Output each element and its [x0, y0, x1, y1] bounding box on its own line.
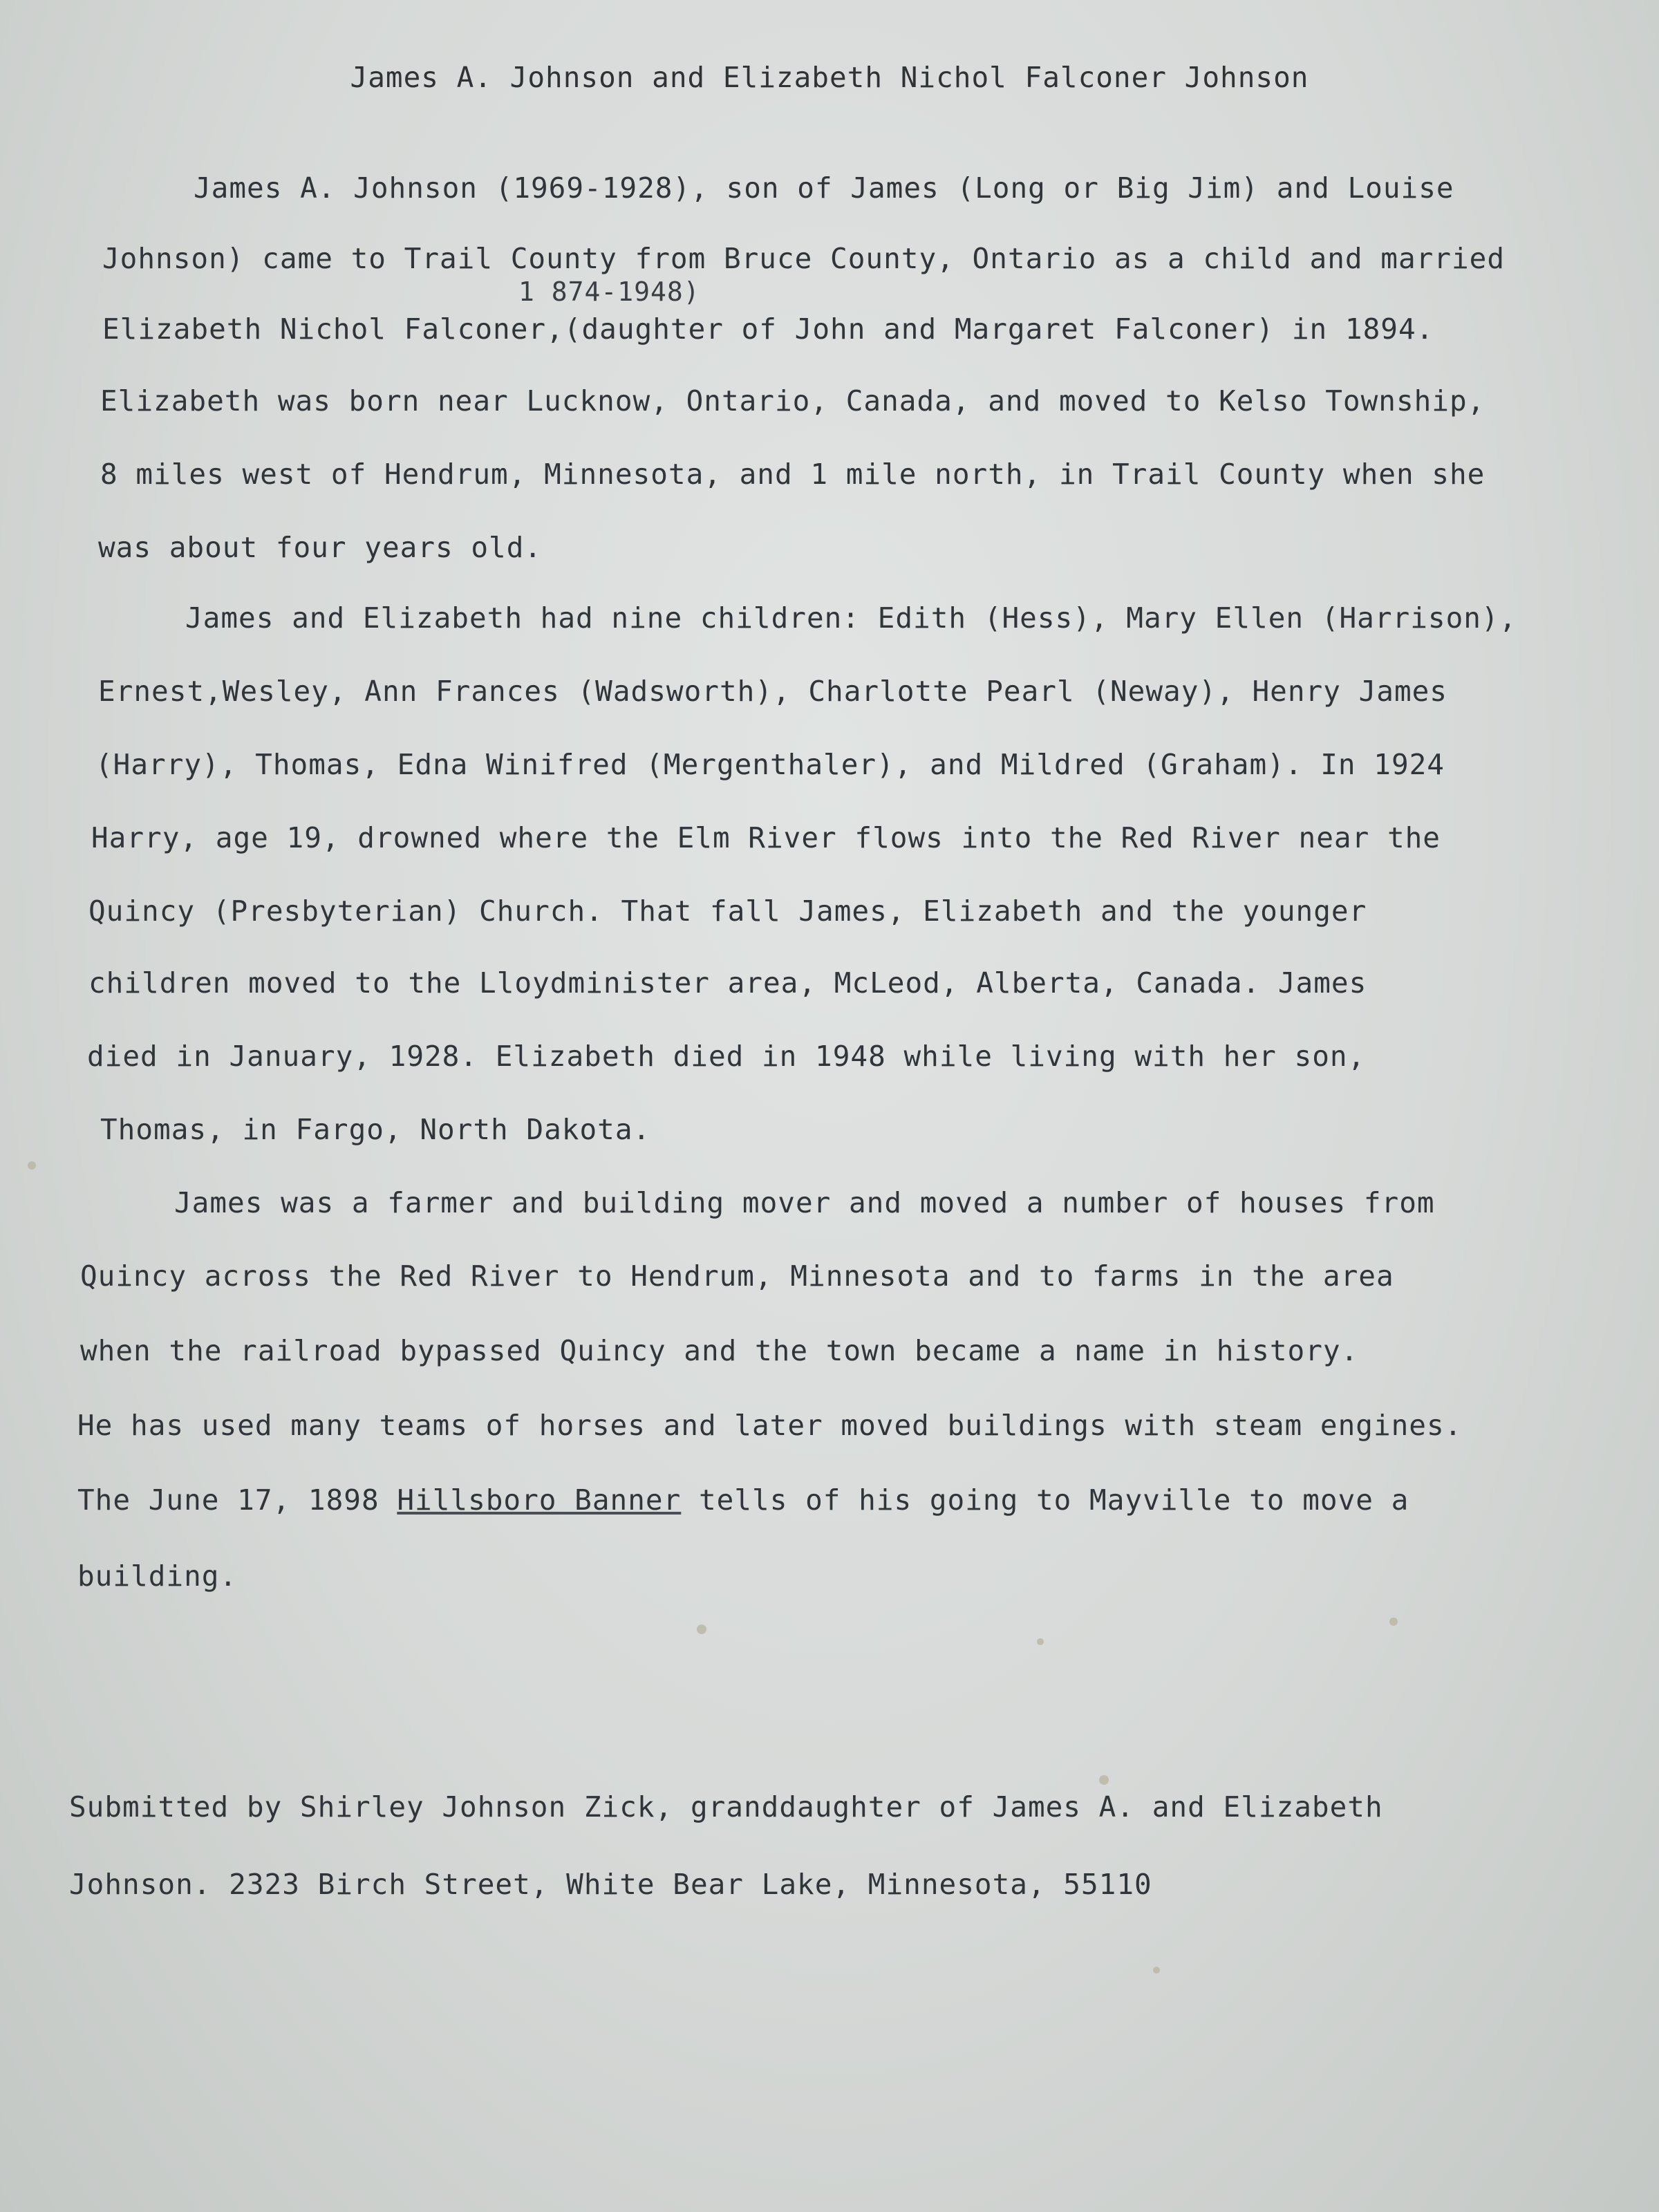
banner-line-before: The June 17, 1898 [77, 1483, 397, 1517]
page-title: James A. Johnson and Elizabeth Nichol Falconer Johnson [350, 61, 1309, 94]
signature-line: Submitted by Shirley Johnson Zick, granddaughter of James A. and Elizabeth [69, 1790, 1383, 1824]
body-line: Johnson) came to Trail County from Bruce County, Ontario as a child and married [102, 242, 1506, 275]
banner-line-after: tells of his going to Mayville to move a [681, 1483, 1409, 1517]
body-line: Quincy (Presbyterian) Church. That fall James, Elizabeth and the younger [88, 894, 1367, 928]
paper-speck [28, 1161, 36, 1170]
banner-line [77, 1483, 1409, 1517]
body-line: James A. Johnson (1969-1928), son of James (Long or Big Jim) and Louise [194, 171, 1454, 205]
body-line: Quincy across the Red River to Hendrum, Minnesota and to farms in the area [80, 1259, 1394, 1293]
paper-speck [697, 1624, 706, 1634]
paper-speck [1153, 1967, 1160, 1974]
body-line: when the railroad bypassed Quincy and the town became a name in history. [80, 1334, 1359, 1367]
address-line: Johnson. 2323 Birch Street, White Bear Lake, Minnesota, 55110 [69, 1868, 1152, 1901]
body-line: children moved to the Lloydminister area, McLeod, Alberta, Canada. James [88, 966, 1367, 1000]
paper-speck [1037, 1638, 1044, 1645]
body-line: James was a farmer and building mover and moved a number of houses from [174, 1186, 1435, 1219]
body-line: was about four years old. [98, 531, 543, 564]
body-line: Ernest,Wesley, Ann Frances (Wadsworth), Charlotte Pearl (Neway), Henry James [98, 675, 1447, 708]
newspaper-title: Hillsboro Banner [397, 1483, 682, 1517]
body-line: building. [77, 1559, 238, 1593]
body-line: James and Elizabeth had nine children: Edith (Hess), Mary Ellen (Harrison), [185, 601, 1517, 635]
body-line: He has used many teams of horses and later moved buildings with steam engines. [77, 1409, 1463, 1442]
body-line: died in January, 1928. Elizabeth died in 1948 while living with her son, [87, 1040, 1366, 1073]
handwritten-dates-annotation: 1 874-1948) [518, 276, 700, 307]
body-line: (Harry), Thomas, Edna Winifred (Mergenthaler), and Mildred (Graham). In 1924 [95, 748, 1445, 781]
body-line: Thomas, in Fargo, North Dakota. [100, 1113, 651, 1146]
body-line: Harry, age 19, drowned where the Elm River flows into the Red River near the [91, 821, 1441, 854]
body-line: 8 miles west of Hendrum, Minnesota, and 1 mile north, in Trail County when she [100, 458, 1485, 491]
paper-speck [1099, 1775, 1109, 1785]
body-line: Elizabeth was born near Lucknow, Ontario, Canada, and moved to Kelso Township, [100, 384, 1485, 418]
body-line: Elizabeth Nichol Falconer,(daughter of John and Margaret Falconer) in 1894. [102, 312, 1434, 346]
paper-speck [1389, 1618, 1398, 1626]
